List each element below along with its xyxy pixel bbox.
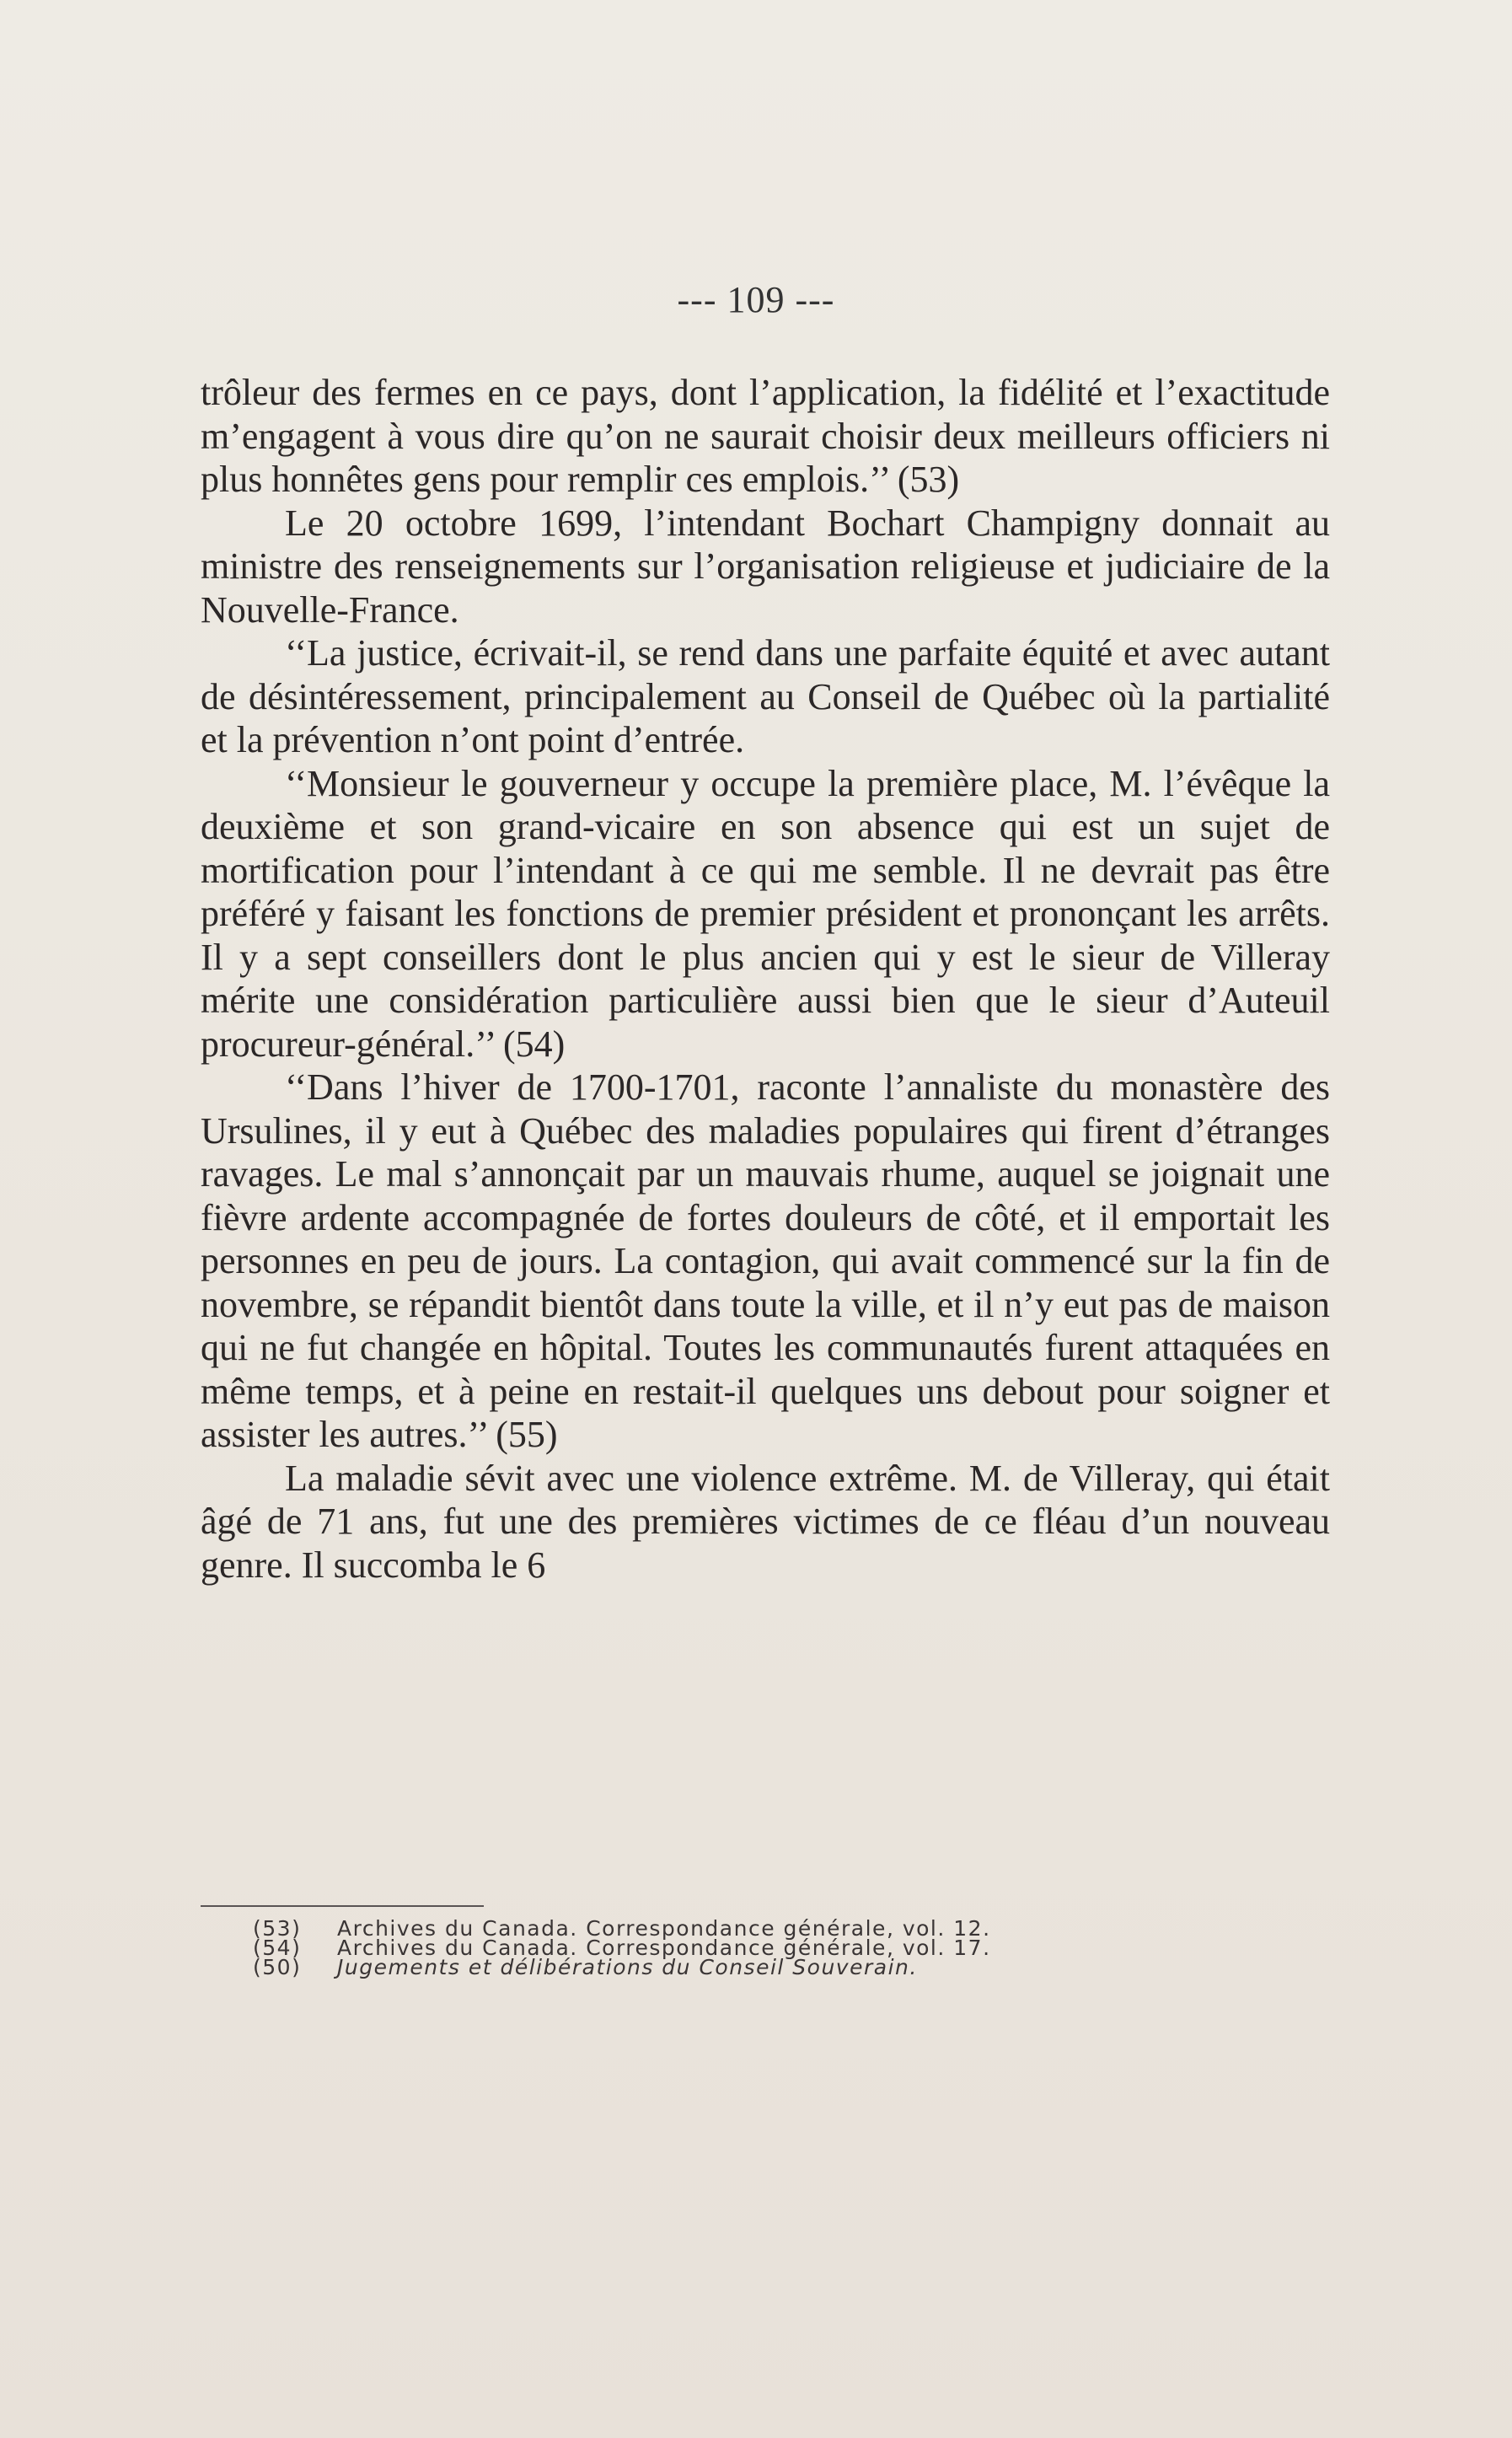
paragraph-ursulines-quote: ‘‘Dans l’hiver de 1700-1701, raconte l’annaliste du monastère des Ursulines, il y eut à Québec des maladies populaires qui firent d’étranges ravages. Le mal s’annonçait par un mauvais rhume, auquel se joignait une fièvre ardente accompagnée de fortes douleurs de côté, et il emportait les personnes en peu de jours. La contagion, qui avait commencé sur la fin de novembre, se répandit bientôt dans toute la ville, et il n’y eut pas de maison qui ne fut changée en hôpital. Toutes les communautés furent attaquées en même temps, et à peine en restait-il quelques uns debout pour soigner et assister les autres.’’ (55) [201, 1066, 1330, 1455]
footnote-number: (53) [253, 1916, 302, 1941]
footnote-55 [253, 1957, 1264, 1977]
footnote-text: Archives du Canada. Correspondance générale, vol. 12. [337, 1916, 991, 1941]
paragraph-gouverneur-quote: ‘‘Monsieur le gouverneur y occupe la première place, M. l’évêque la deuxième et son grand-vicaire en son absence qui est un sujet de mortification pour l’intendant à ce qui me semble. Il ne devrait pas être préféré y faisant les fonctions de premier président et prononçant les arrêts. Il y a sept conseillers dont le plus ancien qui y est le sieur de Villeray mérite une considération particulière aussi bien que le sieur d’Auteuil procureur-général.’’ (54) [201, 762, 1330, 1065]
footnote-number: (54) [253, 1936, 302, 1960]
footnotes [253, 1916, 1264, 1979]
footnote-divider [201, 1905, 484, 1907]
footnote-number: (50) [253, 1955, 302, 1979]
footnote-text: Archives du Canada. Correspondance générale, vol. 17. [337, 1936, 991, 1960]
paragraph-continuation: trôleur des fermes en ce pays, dont l’application, la fidélité et l’exactitude m’engagent à vous dire qu’on ne saurait choisir deux meilleurs officiers ni plus honnêtes gens pour remplir ces emplois.’’ (53) [201, 372, 1330, 500]
paragraph-justice-quote: ‘‘La justice, écrivait-il, se rend dans une parfaite équité et avec autant de désintéressement, principalement au Conseil de Québec où la partialité et la prévention n’ont point d’entrée. [201, 632, 1330, 760]
footnote-text: Jugements et délibérations du Conseil Souverain. [337, 1955, 918, 1979]
paragraph-champigny: Le 20 octobre 1699, l’intendant Bochart Champigny donnait au ministre des renseignements sur l’organisation religieuse et judiciaire de la Nouvelle-France. [201, 502, 1330, 631]
paragraph-maladie: La maladie sévit avec une violence extrême. M. de Villeray, qui était âgé de 71 ans, fut une des premières victimes de ce fléau d’un nouveau genre. Il succomba le 6 [201, 1457, 1330, 1586]
page-number: --- 109 --- [677, 279, 835, 320]
main-text [201, 371, 1330, 1587]
